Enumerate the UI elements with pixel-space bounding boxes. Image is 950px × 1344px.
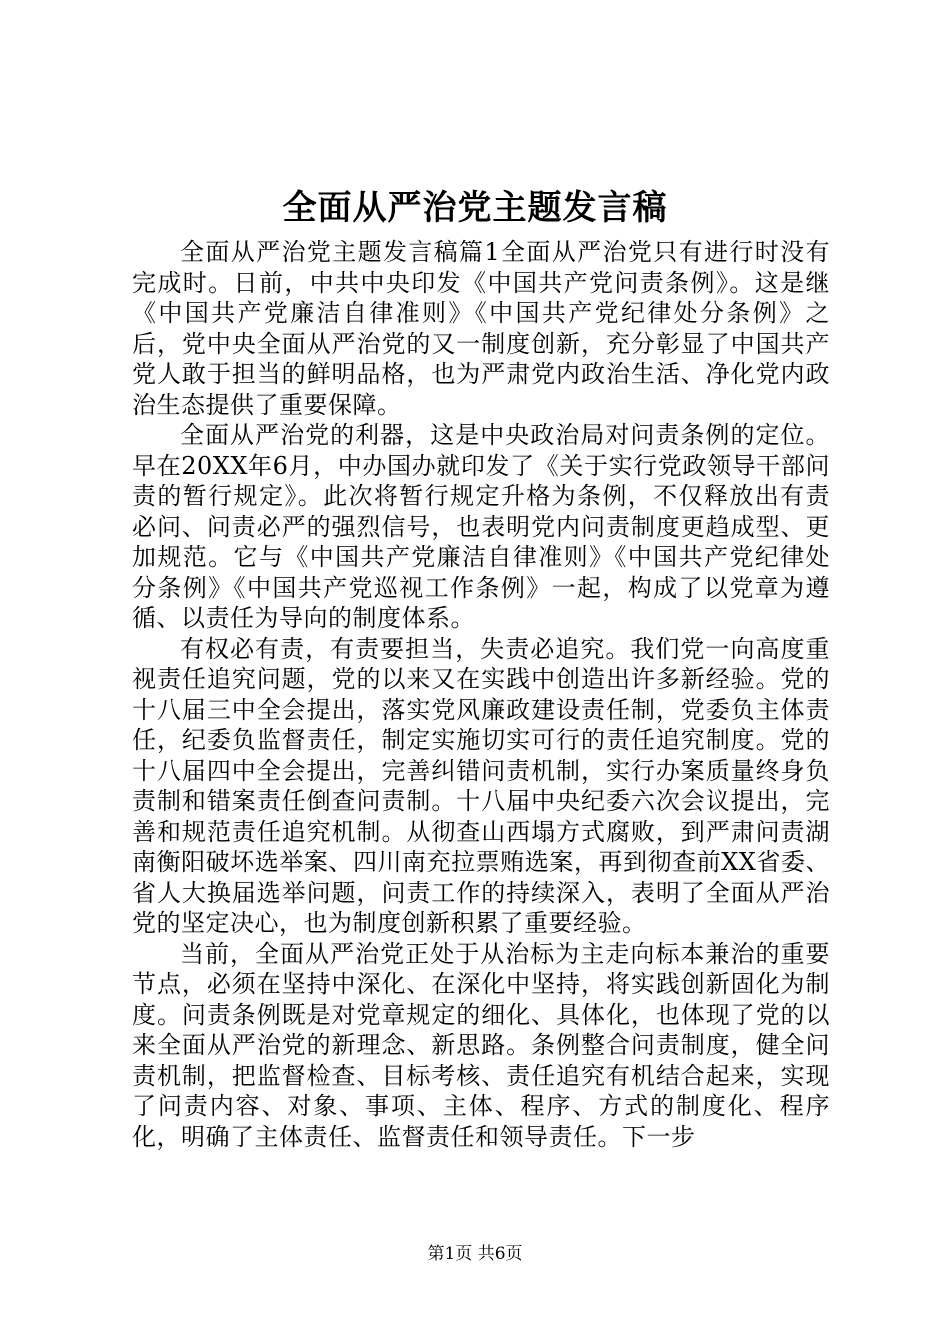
paragraph-4: 当前，全面从严治党正处于从治标为主走向标本兼治的重要节点，必须在坚持中深化、在深化中坚持，将实践创新固化为制度。问责条例既是对党章规定的细化、具体化，也体现了党的以来全面从严治党的新理念、新思路。条例整合问责制度，健全问责机制，把监督检查、目标考核、责任追究有机结合起来，实现了问责内容、对象、事项、主体、程序、方式的制度化、程序化，明确了主体责任、监督责任和领导责任。下一步 (132, 939, 830, 1151)
document-title: 全面从严治党主题发言稿 (282, 188, 668, 228)
page-number-footer: 第1页 共6页 (427, 1244, 523, 1264)
paragraph-3: 有权必有责，有责要担当，失责必追究。我们党一向高度重视责任追究问题，党的以来又在实践中创造出许多新经验。党的十八届三中全会提出，落实党风廉政建设责任制，党委负主体责任，纪委负监督责任，制定实施切实可行的责任追究制度。党的十八届四中全会提出，完善纠错问责机制，实行办案质量终身负责制和错案责任倒查问责制。十八届中央纪委六次会议提出，完善和规范责任追究机制。从彻查山西塌方式腐败，到严肃问责湖南衡阳破坏选举案、四川南充拉票贿选案，再到彻查前XX省委、省人大换届选举问题，问责工作的持续深入，表明了全面从严治党的坚定决心，也为制度创新积累了重要经验。 (132, 634, 830, 937)
paragraph-2: 全面从严治党的利器，这是中央政治局对问责条例的定位。早在20XX年6月，中办国办就印发了《关于实行党政领导干部问责的暂行规定》。此次将暂行规定升格为条例，不仅释放出有责必问、问责必严的强烈信号，也表明党内问责制度更趋成型、更加规范。它与《中国共产党廉洁自律准则》《中国共产党纪律处分条例》《中国共产党巡视工作条例》一起，构成了以党章为遵循、以责任为导向的制度体系。 (132, 421, 830, 632)
paragraph-1: 全面从严治党主题发言稿篇1全面从严治党只有进行时没有完成时。日前，中共中央印发《中国共产党问责条例》。这是继《中国共产党廉洁自律准则》《中国共产党纪律处分条例》之后，党中央全面从严治党的又一制度创新，充分彰显了中国共产党人敢于担当的鲜明品格，也为严肃党内政治生活、净化党内政治生态提供了重要保障。 (132, 238, 830, 419)
document-body (132, 237, 830, 1152)
